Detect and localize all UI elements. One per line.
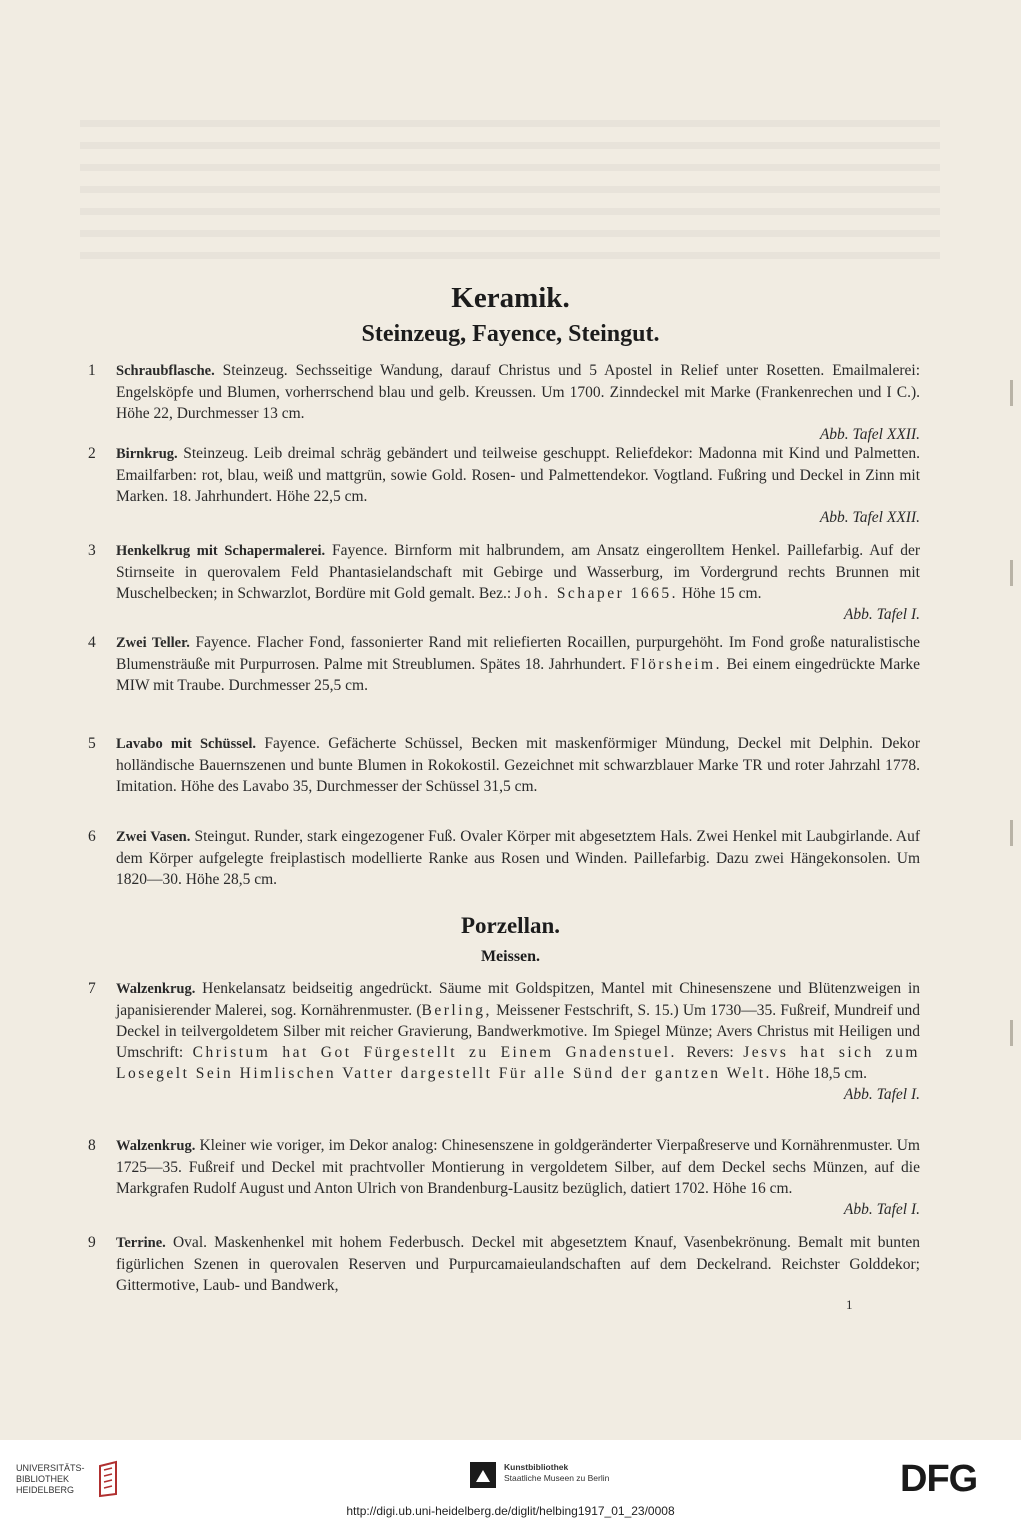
catalog-entry xyxy=(88,1135,920,1220)
entry-number: 7 xyxy=(88,980,96,997)
catalog-entry xyxy=(88,360,920,445)
entry-text: Meissener Festschrift, S. 15.) Um 1730—35. Fußreif, Mundreif und Deckel in teilvergoldetem Silber mit reicher Gravierung, Bandwerkmotive. Im Spiegel Münze; Avers Christus mit Heiligen und Umschrift: xyxy=(116,1002,921,1061)
page-edge-mark xyxy=(1010,560,1013,586)
dfg-logo[interactable]: DFG xyxy=(900,1458,978,1500)
catalog-entry xyxy=(88,1232,920,1296)
entry-text: Oval. Maskenhenkel mit hohem Federbusch. Deckel mit abgesetztem Knauf, Vasenbekrönung. Bemalt mit bunten figürlichen Szenen in querovalen Reserven und Purpurcamaieulandschaften auf dem Deckelrand. Reichster Golddekor; Gittermotive, Laub- und Bandwerk, xyxy=(116,1234,920,1294)
kb-title: Kunstbibliothek xyxy=(504,1462,569,1472)
kunstbibliothek-text xyxy=(504,1462,609,1484)
catalog-entry xyxy=(88,733,920,797)
entry-text: Steingut. Runder, stark eingezogener Fuß. Ovaler Körper mit abgesetztem Hals. Zwei Henkel mit Laubgirlande. Auf dem Körper aufgelegte freiplastisch modellierte Ranke aus Rosen und Winden. Paillefarbig. Dazu zwei Hängekonsolen. Um 1820—30. Höhe 28,5 cm. xyxy=(116,828,920,888)
entry-title: Henkelkrug mit Schapermalerei. xyxy=(116,543,326,559)
entry-title: Zwei Teller. xyxy=(116,635,190,651)
entry-reference: Abb. Tafel I. xyxy=(843,1201,920,1218)
entry-number: 4 xyxy=(88,634,96,651)
catalog-entry xyxy=(88,632,920,696)
entry-number: 2 xyxy=(88,445,96,462)
entry-text: Höhe 18,5 cm. xyxy=(771,1065,868,1082)
kunstbibliothek-mark-icon xyxy=(470,1462,496,1488)
bleed-through-text xyxy=(80,120,940,260)
catalog-entry xyxy=(88,443,920,528)
entry-reference: Abb. Tafel XXII. xyxy=(819,509,920,526)
section-title: Keramik. xyxy=(451,282,570,314)
entry-reference: Abb. Tafel XXII. xyxy=(819,426,920,443)
entry-text: Fayence. Birnform mit halbrundem, am Ansatz eingerolltem Henkel. Paillefarbig. Auf der Stirnseite in querovalem Feld Phantasielandschaft mit Gebirge und Wasserburg, im Vordergrund rechts Brunnen mit Muschelbecken; in Schwarzlot, Bordüre mit Gold gemalt. Bez.: xyxy=(116,542,920,602)
entry-number: 6 xyxy=(88,828,96,845)
page-edge-mark xyxy=(1010,1020,1013,1046)
inscription: Christum hat Got Fürgestellt zu Einem Gnadenstuel. xyxy=(192,1044,677,1061)
author-name: Berling, xyxy=(421,1002,492,1019)
catalog-entry xyxy=(88,540,920,625)
entry-text: Bei einem eingedrückte Marke MIW mit Traube. Durchmesser 25,5 cm. xyxy=(116,656,920,694)
catalog-entry xyxy=(88,826,920,890)
entry-text: Steinzeug. Leib dreimal schräg gebändert und teilweise geschuppt. Reliefdekor: Madonna mit Kind und Palmetten. Emailfarben: rot, blau, weiß und mattgrün, sowie Gold. Rosen- und Palmettendekor. Vogtland. Fußring und Deckel in Zinn mit Marken. 18. Jahrhundert. Höhe 22,5 cm. xyxy=(116,445,920,505)
maker-signature: Joh. Schaper 1665. xyxy=(515,585,678,602)
uni-heidelberg-emblem-icon[interactable] xyxy=(96,1460,122,1498)
section-subtitle-meissen: Meissen. xyxy=(480,948,541,965)
uni-heidelberg-logo-text[interactable] xyxy=(16,1463,85,1496)
entry-text: Fayence. Flacher Fond, fassonierter Rand mit reliefierten Rocaillen, purpurgehöht. Im Fond große naturalistische Blumensträuße mit Purpurrosen. Palme mit Streublumen. Spätes 18. Jahrhundert. xyxy=(116,634,920,673)
page-edge-mark xyxy=(1010,820,1013,846)
entry-number: 1 xyxy=(88,362,96,379)
entry-text: Höhe 15 cm. xyxy=(677,585,762,602)
section-title-porcelain: Porzellan. xyxy=(461,913,560,938)
kb-subtitle: Staatliche Museen zu Berlin xyxy=(504,1473,610,1483)
entry-title: Schraubflasche. xyxy=(116,363,215,379)
entry-text: Henkelansatz beidseitig angedrückt. Säume mit Goldspitzen, Mantel mit Chinesenszene und Blütenzweigen in japanisierender Malerei, sog. Kornährenmuster. ( xyxy=(116,980,920,1019)
entry-number: 5 xyxy=(88,735,96,752)
entry-reference: Abb. Tafel I. xyxy=(843,1086,920,1103)
entry-text: Revers: xyxy=(676,1044,744,1061)
entry-title: Terrine. xyxy=(116,1235,166,1251)
section-subtitle: Steinzeug, Fayence, Steingut. xyxy=(361,321,660,347)
page-number: 1 xyxy=(846,1297,853,1312)
entry-title: Lavabo mit Schüssel. xyxy=(116,736,256,752)
place-name: Flörsheim. xyxy=(630,656,722,673)
catalog-entry xyxy=(88,978,920,1105)
entry-title: Walzenkrug. xyxy=(116,1138,196,1154)
entry-text: Steinzeug. Sechsseitige Wandung, darauf Christus und 5 Apostel in Relief unter Rosetten. Emailmalerei: Engelsköpfe und Blumen, vorherrschend blau und gelb. Kreussen. Um 1700. Zinndeckel mit Marke (Frankenrechen und I C.). Höhe 22, Durchmesser 13 cm. xyxy=(116,362,920,422)
logo-line: BIBLIOTHEK xyxy=(16,1474,70,1484)
inscription: Jesvs hat sich zum Losegelt Sein Himlischen Vatter dargestellt Für alle Sünd der gantzen Welt. xyxy=(116,1044,920,1082)
entry-text: Kleiner wie voriger, im Dekor analog: Chinesenszene in goldgeränderter Vierpaßreserve und Kornährenmuster. Um 1725—35. Fußreif und Deckel mit prachtvoller Montierung in vergoldetem Silber, auf dem Deckel sechs Münzen, auf die Markgrafen Rudolf August und Anton Ulrich von Brandenburg-Lausitz bezüglich, datiert 1702. Höhe 16 cm. xyxy=(116,1137,920,1197)
entry-title: Birnkrug. xyxy=(116,446,178,462)
entry-number: 8 xyxy=(88,1137,96,1154)
entry-number: 3 xyxy=(88,542,96,559)
page-edge-mark xyxy=(1010,380,1013,406)
logo-line: UNIVERSITÄTS- xyxy=(16,1463,85,1473)
entry-number: 9 xyxy=(88,1234,96,1251)
entry-title: Zwei Vasen. xyxy=(116,829,191,845)
entry-reference: Abb. Tafel I. xyxy=(843,606,920,623)
entry-title: Walzenkrug. xyxy=(116,981,196,997)
source-url[interactable]: http://digi.ub.uni-heidelberg.de/diglit/helbing1917_01_23/0008 xyxy=(346,1504,675,1518)
logo-line: HEIDELBERG xyxy=(16,1485,75,1495)
entry-text: Fayence. Gefächerte Schüssel, Becken mit maskenförmiger Mündung, Deckel mit Delphin. Dekor holländische Bauernszenen und bunte Blumen in Rokokostil. Gezeichnet mit schwarzblauer Marke TR und roter Jahrzahl 1778. Imitation. Höhe des Lavabo 35, Durchmesser der Schüssel 31,5 cm. xyxy=(116,735,920,795)
